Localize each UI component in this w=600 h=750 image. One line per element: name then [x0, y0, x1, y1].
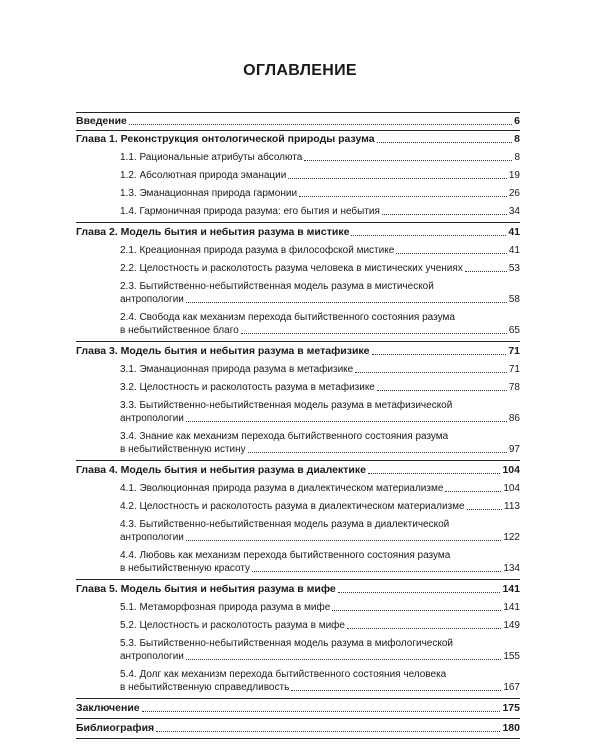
toc-section-4-2[interactable] — [76, 500, 520, 513]
dot-leader — [186, 659, 501, 660]
toc-entry-title-continued: антропологии — [120, 651, 184, 662]
toc-entry-page: 97 — [508, 444, 520, 455]
toc-section-2-4[interactable] — [76, 311, 520, 337]
dot-leader — [186, 540, 501, 541]
toc-section-5-1[interactable] — [76, 601, 520, 614]
dot-leader — [142, 711, 501, 712]
toc-section-3-1[interactable] — [76, 363, 520, 376]
toc-entry-title: Введение — [76, 115, 127, 127]
toc-section-4-1[interactable] — [76, 482, 520, 495]
dot-leader — [465, 271, 507, 272]
toc-section-1-1[interactable] — [76, 151, 520, 164]
toc-entry-page: 65 — [508, 325, 520, 336]
toc-section-4-4[interactable] — [76, 549, 520, 575]
separator-line — [76, 222, 520, 223]
toc-section-2-2[interactable] — [76, 262, 520, 275]
page-title: ОГЛАВЛЕНИЕ — [243, 62, 357, 79]
toc-entry-title-continued: в небытийственную истину — [120, 444, 246, 455]
toc-section-1-3[interactable] — [76, 187, 520, 200]
toc-entry-title: Глава 1. Реконструкция онтологической природы разума — [76, 133, 375, 145]
toc-entry-title-continued: антропологии — [120, 413, 184, 424]
dot-leader — [304, 160, 512, 161]
toc-entry-title: 1.4. Гармоничная природа разума: его бытия и небытия — [120, 206, 380, 217]
toc-entry-introduction[interactable] — [76, 115, 520, 128]
dot-leader — [338, 592, 501, 593]
dot-leader — [332, 610, 501, 611]
toc-section-4-3[interactable] — [76, 518, 520, 544]
toc-entry-page: 104 — [503, 483, 520, 494]
toc-section-5-2[interactable] — [76, 619, 520, 632]
separator-line — [76, 718, 520, 719]
dot-leader — [355, 372, 507, 373]
toc-chapter-4[interactable] — [76, 464, 520, 477]
toc-entry-title: 3.4. Знание как механизм перехода бытийственного состояния разума — [120, 431, 449, 442]
toc-entry-title: 1.1. Рациональные атрибуты абсолюта — [120, 152, 303, 163]
toc-entry-title-continued: в небытийственное благо — [120, 325, 239, 336]
toc-entry-page: 71 — [508, 345, 520, 357]
toc-entry-page: 71 — [508, 364, 520, 375]
toc-section-1-4[interactable] — [76, 205, 520, 218]
toc-section-2-3[interactable] — [76, 280, 520, 306]
toc-entry-title: 3.2. Целостность и расколотость разума в метафизике — [120, 382, 375, 393]
toc-entry-title: 2.4. Свобода как механизм перехода бытийственного состояния разума — [120, 312, 455, 323]
toc-section-5-3[interactable] — [76, 637, 520, 663]
dot-leader — [377, 142, 513, 143]
toc-section-2-1[interactable] — [76, 244, 520, 257]
toc-section-3-2[interactable] — [76, 381, 520, 394]
dot-leader — [252, 571, 501, 572]
toc-entry-title-continued: антропологии — [120, 532, 184, 543]
dot-leader — [248, 452, 507, 453]
toc-entry-page: 104 — [502, 464, 520, 476]
toc-entry-page: 34 — [508, 206, 520, 217]
toc-section-1-2[interactable] — [76, 169, 520, 182]
toc-entry-title: 2.2. Целостность и расколотость разума человека в мистических учениях — [120, 263, 463, 274]
dot-leader — [467, 509, 502, 510]
toc-entry-title: 4.2. Целостность и расколотость разума в диалектическом материализме — [120, 501, 465, 512]
toc-entry-title: Глава 2. Модель бытия и небытия разума в мистике — [76, 226, 350, 238]
toc-chapter-1[interactable] — [76, 133, 520, 146]
toc-entry-title: 3.3. Бытийственно-небытийственная модель разума в метафизической — [120, 400, 453, 411]
dot-leader — [372, 354, 507, 355]
toc-chapter-3[interactable] — [76, 345, 520, 358]
toc-entry-page: 141 — [502, 583, 520, 595]
toc-entry-page: 19 — [508, 170, 520, 181]
toc-entry-page: 53 — [508, 263, 520, 274]
toc-entry-page: 86 — [508, 413, 520, 424]
toc-entry-title: 5.2. Целостность и расколотость разума в мифе — [120, 620, 345, 631]
dot-leader — [377, 390, 507, 391]
separator-line — [76, 130, 520, 131]
dot-leader — [241, 333, 507, 334]
toc-entry-title-continued: антропологии — [120, 294, 184, 305]
toc-entry-title: Глава 3. Модель бытия и небытия разума в метафизике — [76, 345, 370, 357]
dot-leader — [288, 178, 507, 179]
toc-entry-title: 2.1. Креационная природа разума в философской мистике — [120, 245, 395, 256]
toc-entry-title: Заключение — [76, 702, 140, 714]
toc-entry-title: Глава 5. Модель бытия и небытия разума в мифе — [76, 583, 336, 595]
toc-section-3-3[interactable] — [76, 399, 520, 425]
toc-chapter-5[interactable] — [76, 583, 520, 596]
toc-chapter-2[interactable] — [76, 226, 520, 239]
separator-line — [76, 112, 520, 113]
dot-leader — [445, 491, 501, 492]
separator-line — [76, 579, 520, 580]
dot-leader — [299, 196, 507, 197]
toc-entry-page: 134 — [503, 563, 520, 574]
separator-line — [76, 698, 520, 699]
toc-entry-page: 113 — [504, 501, 520, 512]
dot-leader — [156, 731, 500, 732]
toc-entry-page: 122 — [503, 532, 520, 543]
toc-entry-page: 175 — [502, 702, 520, 714]
dot-leader — [382, 214, 507, 215]
toc-entry-title: 4.3. Бытийственно-небытийственная модель разума в диалектической — [120, 519, 450, 530]
toc-entry-title: 4.1. Эволюционная природа разума в диалектическом материализме — [120, 483, 444, 494]
toc-entry-title: 1.3. Эманационная природа гармонии — [120, 188, 298, 199]
toc-entry-title: Глава 4. Модель бытия и небытия разума в диалектике — [76, 464, 366, 476]
dot-leader — [186, 302, 507, 303]
toc-entry-page: 167 — [503, 682, 520, 693]
toc-entry-title: 5.4. Долг как механизм перехода бытийственного состояния человека — [120, 669, 447, 680]
table-of-contents — [76, 112, 520, 739]
toc-section-5-4[interactable] — [76, 668, 520, 694]
dot-leader — [351, 235, 506, 236]
toc-entry-title-continued: в небытийственную справедливость — [120, 682, 290, 693]
toc-section-3-4[interactable] — [76, 430, 520, 456]
toc-entry-conclusion[interactable] — [76, 702, 520, 715]
toc-entry-page: 180 — [502, 722, 520, 734]
dot-leader — [368, 473, 501, 474]
toc-entry-page: 78 — [508, 382, 520, 393]
toc-entry-title: 3.1. Эманационная природа разума в метафизике — [120, 364, 354, 375]
separator-line — [76, 738, 520, 739]
toc-entry-page: 149 — [503, 620, 520, 631]
separator-line — [76, 460, 520, 461]
toc-entry-page: 41 — [508, 226, 520, 238]
toc-entry-bibliography[interactable] — [76, 722, 520, 735]
dot-leader — [291, 690, 501, 691]
toc-entry-page: 26 — [508, 188, 520, 199]
toc-entry-page: 8 — [514, 133, 520, 145]
toc-entry-page: 58 — [508, 294, 520, 305]
dot-leader — [396, 253, 507, 254]
toc-entry-page: 41 — [508, 245, 520, 256]
toc-entry-title: 1.2. Абсолютная природа эманации — [120, 170, 287, 181]
toc-entry-page: 141 — [503, 602, 520, 613]
toc-entry-page: 8 — [514, 152, 520, 163]
dot-leader — [129, 124, 512, 125]
toc-entry-title: Библиография — [76, 722, 155, 734]
toc-entry-page: 155 — [503, 651, 520, 662]
dot-leader — [186, 421, 507, 422]
toc-entry-title: 5.1. Метаморфозная природа разума в мифе — [120, 602, 331, 613]
toc-entry-page: 6 — [514, 115, 520, 127]
separator-line — [76, 341, 520, 342]
toc-entry-title: 5.3. Бытийственно-небытийственная модель разума в мифологической — [120, 638, 453, 649]
toc-entry-title: 2.3. Бытийственно-небытийственная модель разума в мистической — [120, 281, 434, 292]
toc-entry-title-continued: в небытийственную красоту — [120, 563, 251, 574]
toc-entry-title: 4.4. Любовь как механизм перехода бытийственного состояния разума — [120, 550, 451, 561]
dot-leader — [347, 628, 501, 629]
